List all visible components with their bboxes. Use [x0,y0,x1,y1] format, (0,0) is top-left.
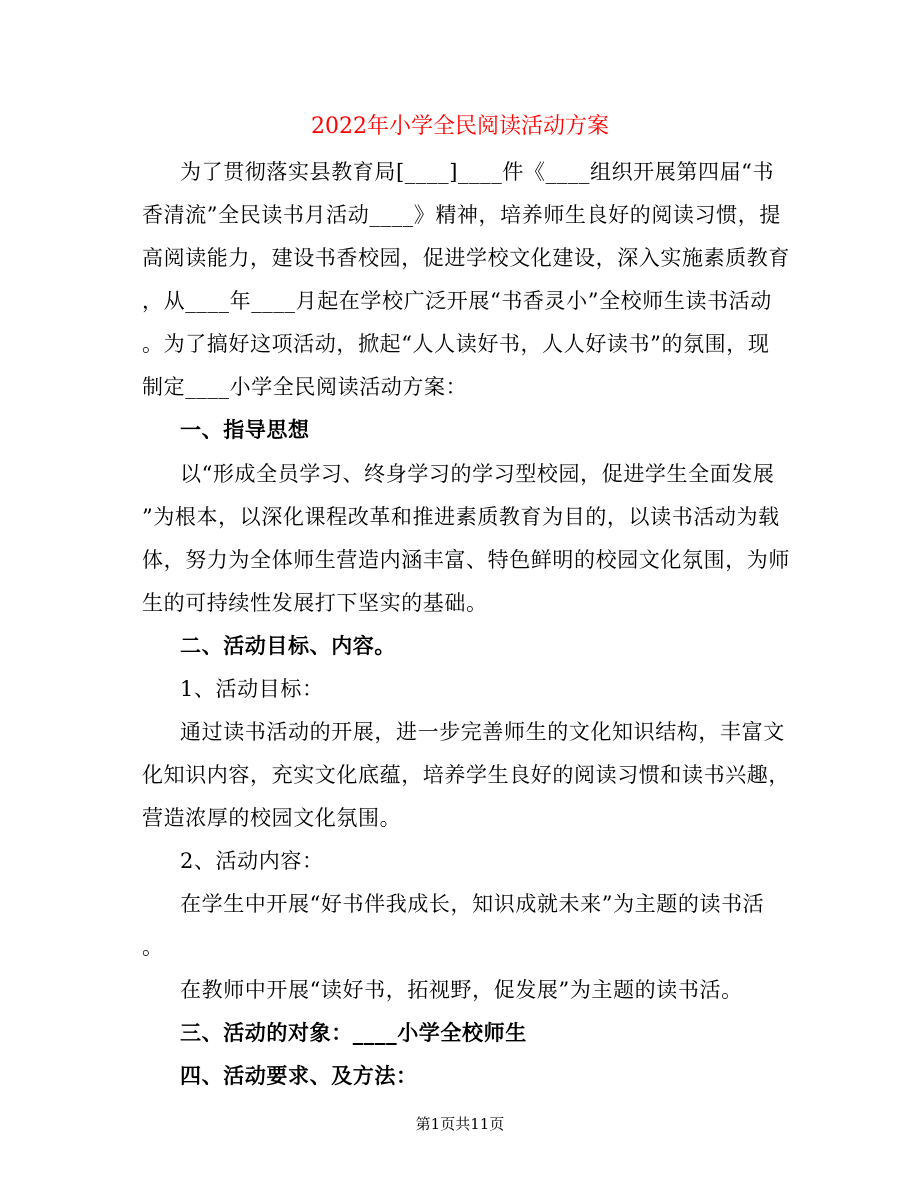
section1-line-1: 以“形成全员学习、终身学习的学习型校园，促进学生全面发展 [180,462,775,486]
intro-line-3: 高阅读能力，建设书香校园，促进学校文化建设，深入实施素质教育 [142,246,790,270]
section2-sub1-heading: 1、活动目标： [180,677,324,701]
section1-line-3: 体，努力为全体师生营造内涵丰富、特色鲜明的校园文化氛围，为师 [142,548,790,572]
section2-sub1-line-3: 营造浓厚的校园文化氛围。 [142,806,402,830]
intro-line-2: 香清流”全民读书月活动____》精神，培养师生良好的阅读习惯，提 [142,203,781,227]
section1-heading: 一、指导思想 [180,417,310,442]
page-number: 第1页共11页 [415,1115,505,1133]
section4-heading: 四、活动要求、及方法： [180,1063,418,1088]
section2-sub2-line-1: 在学生中开展“好书伴我成长，知识成就未来”为主题的读书活 [180,892,765,916]
intro-line-5: 。为了搞好这项活动，掀起“人人读好书，人人好读书”的氛围，现 [142,332,770,356]
document-title: 2022年小学全民阅读活动方案 [311,114,609,139]
section2-sub1-line-1: 通过读书活动的开展，进一步完善师生的文化知识结构，丰富文 [180,720,785,744]
section2-heading: 二、活动目标、内容。 [180,633,396,658]
intro-line-4: ，从____年____月起在学校广泛开展“书香灵小”全校师生读书活动 [142,289,772,313]
intro-line-6: 制定____小学全民阅读活动方案： [142,375,468,399]
section2-sub2-line-2: 。 [142,935,164,959]
section2-sub2-heading: 2、活动内容： [180,849,324,873]
section1-line-4: 生的可持续性发展打下坚实的基础。 [142,591,488,615]
section3-heading: 三、活动的对象：____小学全校师生 [180,1020,527,1045]
section2-sub1-line-2: 化知识内容，充实文化底蕴，培养学生良好的阅读习惯和读书兴趣， [142,763,790,787]
section2-sub2-para-2: 在教师中开展“读好书，拓视野，促发展”为主题的读书活。 [180,978,743,1002]
section1-line-2: ”为根本，以深化课程改革和推进素质教育为目的，以读书活动为载 [142,505,780,529]
intro-line-1: 为了贯彻落实县教育局[____]____件《____组织开展第四届“书 [180,160,775,184]
